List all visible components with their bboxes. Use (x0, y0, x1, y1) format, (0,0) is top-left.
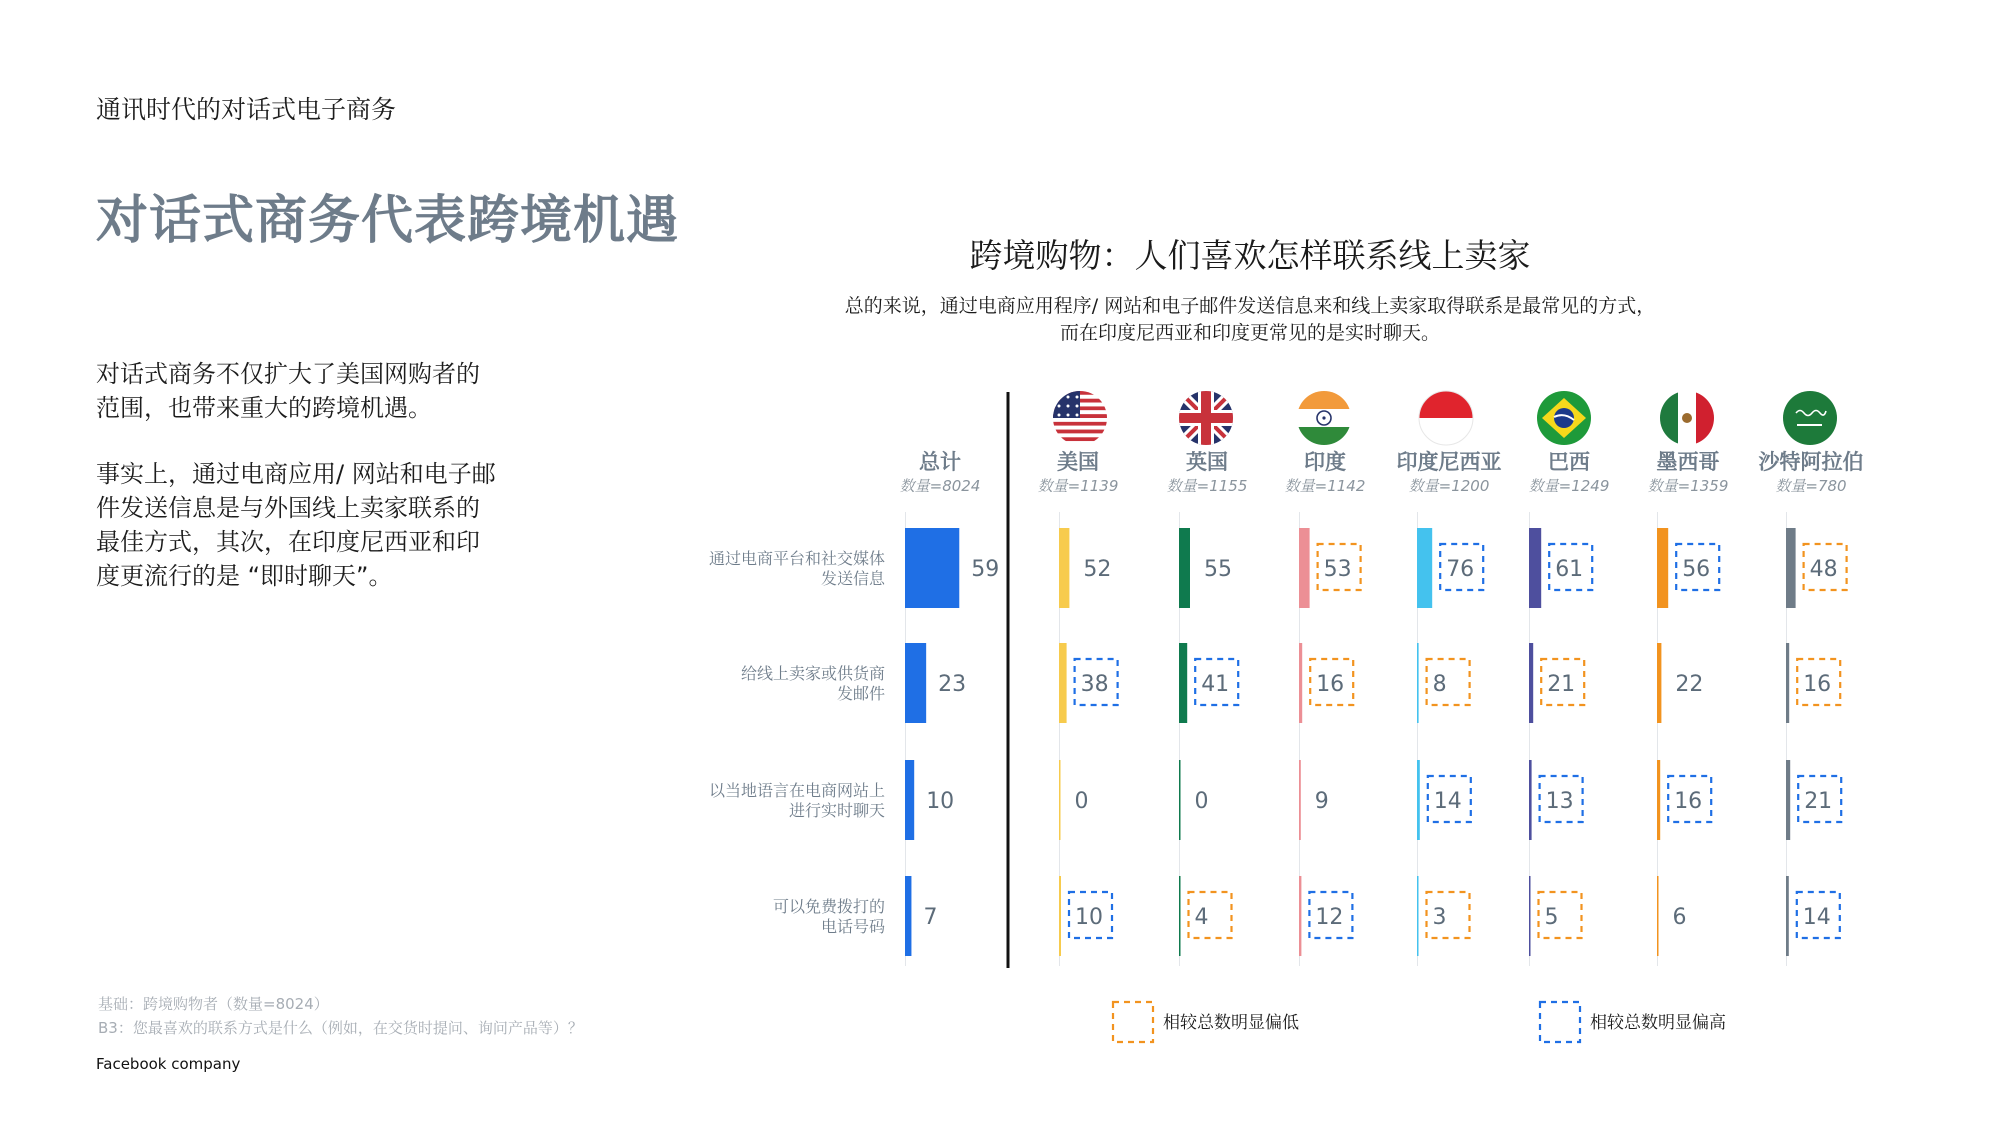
column-name-1: 美国 (1057, 450, 1099, 474)
value-label-2-2: 0 (1194, 789, 1209, 814)
column-count-4: 数量=1200 (1408, 477, 1490, 495)
bar-2-3 (1179, 876, 1181, 956)
row-label-0: 通过电商平台和社交媒体 (708, 549, 885, 568)
value-label-7-1: 16 (1803, 672, 1832, 697)
value-label-4-2: 14 (1433, 789, 1462, 814)
value-label-2-3: 4 (1194, 905, 1209, 930)
column-name-0: 总计 (919, 450, 961, 474)
column-count-6: 数量=1359 (1647, 477, 1729, 495)
bar-7-3 (1786, 876, 1789, 956)
legend-swatch-low (1113, 1002, 1153, 1042)
value-label-0-2: 10 (926, 789, 955, 814)
value-label-0-0: 59 (971, 557, 1000, 582)
column-count-7: 数量=780 (1775, 477, 1847, 495)
bar-2-2 (1179, 760, 1181, 840)
bar-0-2 (905, 760, 914, 840)
value-label-3-1: 16 (1316, 672, 1345, 697)
bar-4-3 (1417, 876, 1419, 956)
row-label-1: 给线上卖家或供货商 (740, 664, 885, 683)
value-label-6-2: 16 (1674, 789, 1703, 814)
value-label-7-3: 14 (1802, 905, 1831, 930)
value-label-2-1: 41 (1201, 672, 1230, 697)
value-label-5-3: 5 (1544, 905, 1559, 930)
bar-0-3 (905, 876, 911, 956)
value-label-1-1: 38 (1080, 672, 1109, 697)
value-label-6-1: 22 (1675, 672, 1704, 697)
page-title: 对话式商务代表跨境机遇 (96, 191, 680, 251)
bar-6-2 (1657, 760, 1660, 840)
uk-flag-icon (1179, 391, 1233, 445)
legend-label-low: 相较总数明显偏低 (1163, 1013, 1299, 1033)
value-label-4-0: 76 (1446, 557, 1475, 582)
bar-1-1 (1059, 643, 1067, 723)
footnote-question: B3：您最喜欢的联系方式是什么（例如，在交货时提问、询问产品等）？ (98, 1019, 583, 1037)
indonesia-flag-icon (1419, 391, 1473, 445)
value-label-3-3: 12 (1315, 905, 1344, 930)
value-label-4-1: 8 (1432, 672, 1447, 697)
bar-1-0 (1059, 528, 1069, 608)
value-label-1-2: 0 (1074, 789, 1089, 814)
chart-subtitle-line-1: 总的来说，通过电商应用程序/ 网站和电子邮件发送信息来和线上卖家取得联系是最常见的方式， (844, 295, 1656, 317)
bar-1-2 (1059, 760, 1061, 840)
row-label-2: 以当地语言在电商网站上 (708, 781, 885, 800)
bar-3-0 (1299, 528, 1310, 608)
bar-5-3 (1529, 876, 1531, 956)
bar-6-3 (1657, 876, 1659, 956)
saudi-flag-icon (1783, 391, 1837, 445)
india-flag-icon (1297, 391, 1351, 445)
legend-swatch-high (1540, 1002, 1580, 1042)
value-label-1-0: 52 (1083, 557, 1112, 582)
body-paragraph-2: 事实上，通过电商应用/ 网站和电子邮件发送信息是与外国线上卖家联系的最佳方式，其次，在印度尼西亚和印度更流行的是 “即时聊天”。 (96, 460, 496, 590)
value-label-7-0: 48 (1809, 557, 1838, 582)
footnote-base: 基础：跨境购物者（数量=8024） (98, 995, 329, 1013)
column-name-3: 印度 (1304, 450, 1346, 474)
bar-4-2 (1417, 760, 1420, 840)
value-label-6-3: 6 (1672, 905, 1687, 930)
column-count-5: 数量=1249 (1528, 477, 1610, 495)
row-label-3: 可以免费拨打的 (772, 897, 885, 916)
brand-label: Facebook company (96, 1055, 241, 1073)
value-label-0-3: 7 (923, 905, 938, 930)
row-label-2: 进行实时聊天 (788, 801, 885, 820)
chart-title: 跨境购物：人们喜欢怎样联系线上卖家 (969, 236, 1531, 275)
bar-3-1 (1299, 643, 1302, 723)
bar-4-0 (1417, 528, 1432, 608)
value-label-1-3: 10 (1075, 905, 1103, 930)
column-name-5: 巴西 (1548, 450, 1590, 474)
column-name-6: 墨西哥 (1656, 450, 1720, 474)
row-label-0: 发送信息 (820, 569, 885, 588)
value-label-5-0: 61 (1555, 557, 1584, 582)
bar-7-2 (1786, 760, 1790, 840)
us-flag-icon (1053, 391, 1107, 445)
legend-label-high: 相较总数明显偏高 (1590, 1013, 1726, 1033)
mexico-flag-icon (1660, 391, 1714, 445)
bar-5-2 (1529, 760, 1532, 840)
column-count-3: 数量=1142 (1284, 477, 1366, 495)
bar-3-3 (1299, 876, 1301, 956)
value-label-7-2: 21 (1804, 789, 1833, 814)
bar-6-0 (1657, 528, 1668, 608)
row-label-1: 发邮件 (836, 684, 885, 703)
bar-6-1 (1657, 643, 1661, 723)
column-count-1: 数量=1139 (1037, 477, 1119, 495)
bar-2-1 (1179, 643, 1187, 723)
value-label-5-2: 13 (1545, 789, 1574, 814)
brazil-flag-icon (1537, 391, 1591, 445)
value-label-5-1: 21 (1547, 672, 1576, 697)
bar-1-3 (1059, 876, 1061, 956)
bar-3-2 (1299, 760, 1301, 840)
value-label-3-0: 53 (1323, 557, 1352, 582)
bar-4-1 (1417, 643, 1419, 723)
header-subtitle: 通讯时代的对话式电子商务 (96, 95, 397, 124)
chart-subtitle-line-2: 而在印度尼西亚和印度更常见的是实时聊天。 (1059, 322, 1440, 344)
bar-7-1 (1786, 643, 1789, 723)
column-count-0: 数量=8024 (899, 477, 981, 495)
bar-7-0 (1786, 528, 1796, 608)
value-label-2-0: 55 (1204, 557, 1232, 582)
bar-0-0 (905, 528, 959, 608)
value-label-3-2: 9 (1314, 789, 1329, 814)
bar-0-1 (905, 643, 926, 723)
value-label-0-1: 23 (938, 672, 967, 697)
row-label-3: 电话号码 (820, 917, 885, 936)
column-name-4: 印度尼西亚 (1396, 450, 1502, 474)
bar-5-1 (1529, 643, 1533, 723)
value-label-6-0: 56 (1682, 557, 1711, 582)
column-count-2: 数量=1155 (1166, 477, 1248, 495)
column-name-7: 沙特阿拉伯 (1758, 450, 1864, 474)
body-paragraph-1: 对话式商务不仅扩大了美国网购者的范围，也带来重大的跨境机遇。 (96, 360, 480, 422)
value-label-4-3: 3 (1432, 905, 1447, 930)
bar-5-0 (1529, 528, 1541, 608)
bar-2-0 (1179, 528, 1190, 608)
column-name-2: 英国 (1186, 450, 1228, 474)
